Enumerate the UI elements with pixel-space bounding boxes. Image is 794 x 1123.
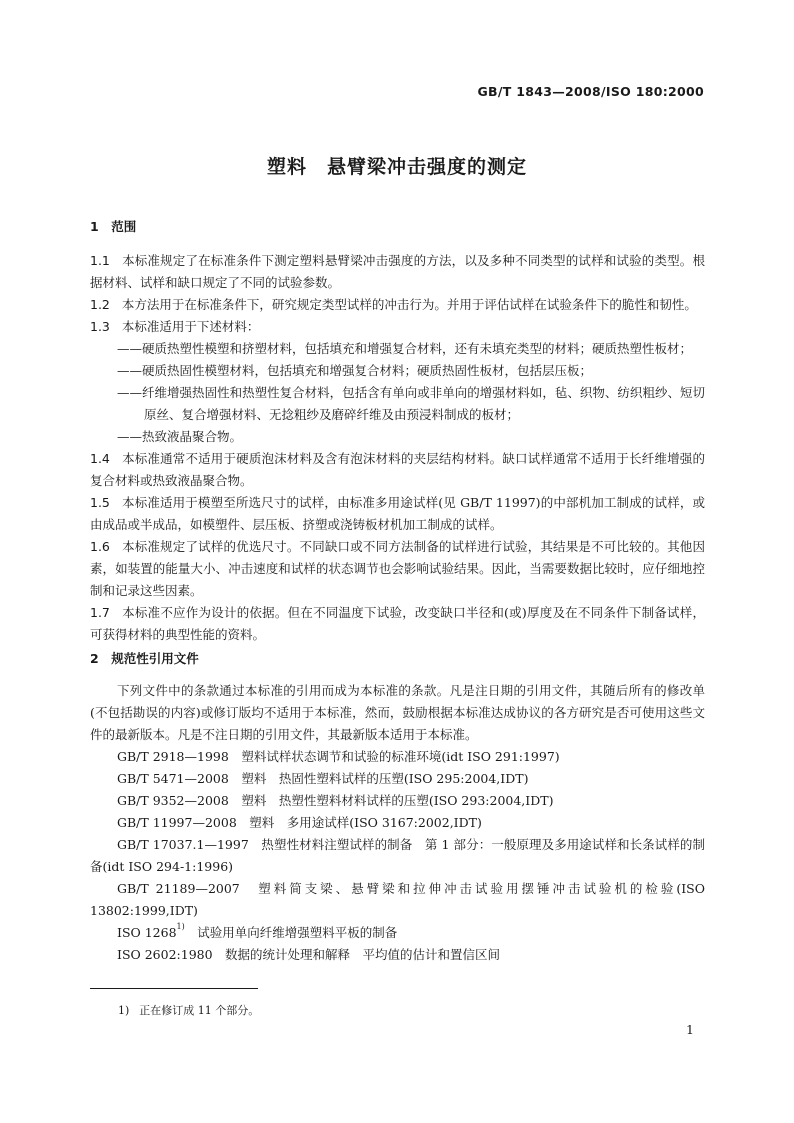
footnote-marker: 1): [176, 922, 185, 931]
clause-number: 1.4: [90, 451, 110, 466]
material-item: ——热致液晶聚合物。: [117, 429, 243, 444]
reference-item: GB/T 5471—2008 塑料 热固性塑料试样的压塑(ISO 295:2004,IDT): [117, 771, 529, 786]
clause-text: 本标准适用于模塑至所选尺寸的试样，由标准多用途试样(见 GB/T 11997)的中部机加工制成的试样，或由成品或半成品，如模塑件、层压板、挤塑或浇铸板材机加工制成的试样。: [90, 495, 705, 532]
clause-number: 1.2: [90, 297, 110, 312]
reference-item: [90, 922, 705, 944]
clause-1-7: [90, 602, 705, 646]
document-title: 塑料 悬臂梁冲击强度的测定: [266, 156, 527, 178]
section-heading-normative-references: 2 规范性引用文件: [90, 651, 199, 666]
reference-item: GB/T 17037.1—1997 热塑性材料注塑试样的制备 第 1 部分：一般原理及多用途试样和长条试样的制备(idt ISO 294-1:1996): [90, 837, 705, 874]
footnote-text: 正在修订成 11 个部分。: [139, 1004, 260, 1017]
material-item: ——硬质热塑性模塑和挤塑材料，包括填充和增强复合材料，还有未填充类型的材料；硬质热塑性板材；: [117, 341, 693, 356]
reference-item: GB/T 11997—2008 塑料 多用途试样(ISO 3167:2002,IDT): [117, 815, 482, 830]
clause-text: 本标准适用于下述材料：: [121, 319, 260, 334]
standard-number-header: GB/T 1843—2008/ISO 180:2000: [477, 84, 704, 99]
clause-number: 1.3: [90, 319, 110, 334]
clause-1-3: [90, 316, 705, 338]
material-item: ——纤维增强热固性和热塑性复合材料，包括含有单向或非单向的增强材料如，毡、织物、纺织粗纱、短切原丝、复合增强材料、无捻粗纱及磨碎纤维及由预浸料制成的板材；: [117, 385, 705, 422]
references-intro: 下列文件中的条款通过本标准的引用而成为本标准的条款。凡是注日期的引用文件，其随后所有的修改单(不包括勘误的内容)或修订版均不适用于本标准，然而，鼓励根据本标准达成协议的各方研究是否可使用这些文件的最新版本。凡是不注日期的引用文件，其最新版本适用于本标准。: [90, 683, 705, 742]
clause-1-6: [90, 536, 705, 602]
clause-1-4: [90, 448, 705, 492]
clause-text: 本标准规定了在标准条件下测定塑料悬臂梁冲击强度的方法，以及多种不同类型的试样和试验的类型。根据材料、试样和缺口规定了不同的试验参数。: [90, 253, 705, 290]
clause-number: 1.7: [90, 605, 110, 620]
footnote: [118, 1002, 259, 1018]
footnote-marker: 1): [118, 1004, 130, 1017]
clause-text: 本标准规定了试样的优选尺寸。不同缺口或不同方法制备的试样进行试验，其结果是不可比较的。其他因素，如装置的能量大小、冲击速度和试样的状态调节也会影响试验结果。因此，当需要数据比较时，应仔细地控制和记录这些因素。: [90, 539, 705, 598]
document-body: [90, 216, 705, 966]
reference-item: GB/T 21189—2007 塑料简支梁、悬臂梁和拉伸冲击试验用摆锤冲击试验机的检验(ISO 13802:1999,IDT): [90, 881, 705, 918]
footnote-separator: [90, 988, 258, 989]
clause-text: 本标准不应作为设计的依据。但在不同温度下试验，改变缺口半径和(或)厚度及在不同条件下制备试样，可获得材料的典型性能的资料。: [90, 605, 705, 642]
clause-number: 1.1: [90, 253, 110, 268]
clause-1-5: [90, 492, 705, 536]
reference-code: ISO 1268: [117, 925, 177, 940]
clause-number: 1.6: [90, 539, 110, 554]
section-heading-scope: 1 范围: [90, 219, 137, 234]
reference-title: 试验用单向纤维增强塑料平板的制备: [184, 925, 398, 940]
clause-1-1: [90, 250, 705, 294]
reference-item: GB/T 9352—2008 塑料 热塑性塑料材料试样的压塑(ISO 293:2004,IDT): [117, 793, 554, 808]
clause-1-2: [90, 294, 705, 316]
page-number: 1: [686, 1022, 694, 1037]
reference-item: ISO 2602:1980 数据的统计处理和解释 平均值的估计和置信区间: [117, 947, 501, 962]
material-item: ——硬质热固性模塑材料，包括填充和增强复合材料；硬质热固性板材，包括层压板；: [117, 363, 593, 378]
clause-text: 本标准通常不适用于硬质泡沫材料及含有泡沫材料的夹层结构材料。缺口试样通常不适用于长纤维增强的复合材料或热致液晶聚合物。: [90, 451, 705, 488]
clause-text: 本方法用于在标准条件下，研究规定类型试样的冲击行为。并用于评估试样在试验条件下的脆性和韧性。: [121, 297, 697, 312]
clause-number: 1.5: [90, 495, 110, 510]
reference-item: GB/T 2918—1998 塑料试样状态调节和试验的标准环境(idt ISO 291:1997): [117, 749, 560, 764]
